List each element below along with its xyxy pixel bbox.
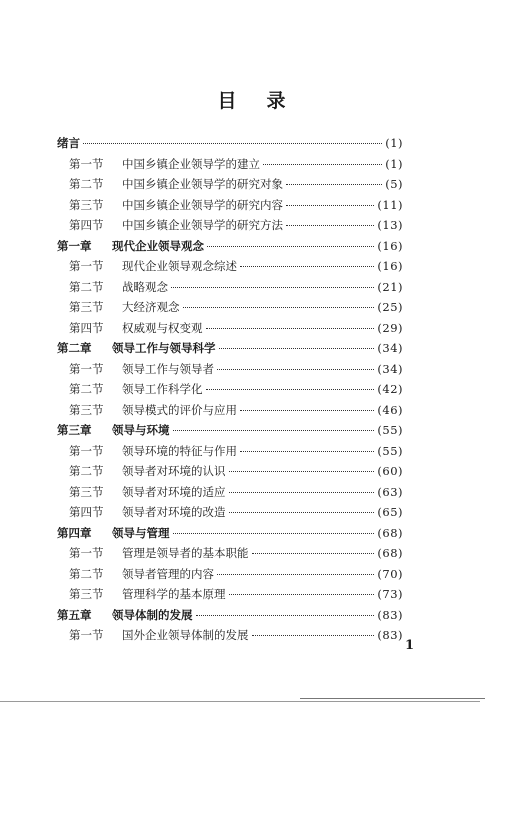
toc-page-number: (11) xyxy=(377,197,403,212)
toc-entry-number: 第三节 xyxy=(69,587,104,601)
toc-section-row xyxy=(57,195,403,216)
toc-entry-title: 领导者对环境的改造 xyxy=(122,505,226,519)
table-of-contents xyxy=(57,133,403,646)
toc-page-number: (34) xyxy=(377,341,403,355)
dot-leader xyxy=(229,594,375,595)
toc-entry-title: 领导模式的评价与应用 xyxy=(122,402,237,417)
toc-chapter-row xyxy=(57,420,403,441)
toc-entry-title: 现代企业领导观念综述 xyxy=(122,259,237,273)
toc-chapter-row xyxy=(57,133,403,154)
toc-section-row xyxy=(57,584,403,605)
toc-section-row xyxy=(57,400,403,421)
toc-entry-label xyxy=(57,236,204,257)
dot-leader xyxy=(206,389,375,390)
toc-entry-label xyxy=(69,400,237,421)
toc-section-row xyxy=(57,318,403,339)
toc-entry-title: 领导环境的特征与作用 xyxy=(122,443,237,458)
dot-leader xyxy=(173,430,375,431)
toc-entry-label xyxy=(69,359,214,380)
toc-entry-title: 大经济观念 xyxy=(122,300,180,314)
toc-entry-number: 第一节 xyxy=(69,546,104,560)
toc-entry-label xyxy=(57,523,170,544)
dot-leader xyxy=(173,533,375,534)
dot-leader xyxy=(219,348,375,349)
toc-entry-title: 领导工作科学化 xyxy=(122,382,203,396)
toc-section-row xyxy=(57,564,403,585)
dot-leader xyxy=(83,143,382,144)
toc-entry-label xyxy=(69,379,203,400)
toc-page-number: (21) xyxy=(377,279,403,294)
dot-leader xyxy=(263,164,382,165)
toc-entry-label xyxy=(57,133,80,154)
dot-leader xyxy=(207,246,374,247)
toc-entry-number: 第四节 xyxy=(69,320,104,335)
toc-section-row xyxy=(57,174,403,195)
dot-leader xyxy=(240,451,374,452)
toc-entry-number: 第三节 xyxy=(69,300,104,314)
toc-page-number: (5) xyxy=(385,177,403,191)
page-number: 1 xyxy=(405,638,415,653)
toc-entry-number: 第二节 xyxy=(69,177,104,191)
toc-entry-title: 管理科学的基本原理 xyxy=(122,587,226,601)
toc-section-row xyxy=(57,277,403,298)
toc-entry-label xyxy=(57,420,170,441)
toc-entry-title: 国外企业领导体制的发展 xyxy=(122,628,249,642)
toc-page-number: (42) xyxy=(377,382,403,396)
toc-entry-title: 现代企业领导观念 xyxy=(112,238,204,253)
toc-entry-number: 第三节 xyxy=(69,484,104,499)
dot-leader xyxy=(229,512,375,513)
toc-entry-title: 领导与管理 xyxy=(112,525,170,540)
toc-page-number: (70) xyxy=(377,566,403,581)
toc-page-number: (29) xyxy=(377,320,403,335)
dot-leader xyxy=(286,225,374,226)
toc-entry-label xyxy=(69,482,226,503)
toc-entry-title: 中国乡镇企业领导学的研究对象 xyxy=(122,177,283,191)
toc-section-row xyxy=(57,256,403,277)
toc-section-row xyxy=(57,441,403,462)
toc-entry-label xyxy=(69,564,214,585)
toc-section-row xyxy=(57,461,403,482)
toc-entry-number: 第四章 xyxy=(57,525,92,540)
toc-entry-number: 第二节 xyxy=(69,279,104,294)
dot-leader xyxy=(206,328,375,329)
dot-leader xyxy=(252,635,375,636)
toc-entry-label xyxy=(69,441,237,462)
toc-entry-title: 战略观念 xyxy=(122,279,168,294)
page-title xyxy=(0,86,505,113)
toc-page-number: (1) xyxy=(385,156,403,171)
dot-leader xyxy=(286,205,374,206)
title-char-left: 目 xyxy=(217,90,239,112)
toc-entry-number: 第二节 xyxy=(69,382,104,396)
toc-entry-label xyxy=(69,543,249,564)
dot-leader xyxy=(196,615,375,616)
dot-leader xyxy=(171,287,374,288)
toc-section-row xyxy=(57,154,403,175)
toc-entry-title: 领导工作与领导者 xyxy=(122,361,214,376)
dot-leader xyxy=(229,492,375,493)
toc-page-number: (46) xyxy=(377,402,403,417)
toc-page-number: (16) xyxy=(377,238,403,253)
toc-page-number: (68) xyxy=(377,525,403,540)
toc-entry-number: 第三节 xyxy=(69,197,104,212)
toc-entry-number: 第二节 xyxy=(69,566,104,581)
toc-entry-number: 第一节 xyxy=(69,361,104,376)
toc-section-row xyxy=(57,482,403,503)
toc-chapter-row xyxy=(57,236,403,257)
page-bottom-line xyxy=(0,701,480,702)
toc-entry-label xyxy=(57,338,216,359)
dot-leader xyxy=(229,471,375,472)
toc-page-number: (83) xyxy=(377,628,403,642)
toc-entry-label xyxy=(69,154,260,175)
dot-leader xyxy=(252,553,375,554)
toc-page-number: (13) xyxy=(377,218,403,232)
toc-chapter-row xyxy=(57,605,403,626)
toc-entry-number: 第二节 xyxy=(69,464,104,478)
dot-leader xyxy=(240,266,374,267)
dot-leader xyxy=(217,369,374,370)
toc-entry-label xyxy=(69,256,237,277)
toc-page-number: (55) xyxy=(377,443,403,458)
toc-entry-title: 领导体制的发展 xyxy=(112,607,193,622)
toc-page-number: (55) xyxy=(377,423,403,437)
toc-section-row xyxy=(57,297,403,318)
toc-chapter-row xyxy=(57,523,403,544)
toc-entry-number: 第一章 xyxy=(57,238,92,253)
toc-section-row xyxy=(57,625,403,646)
toc-entry-title: 权威观与权变观 xyxy=(122,320,203,335)
toc-entry-label xyxy=(69,625,249,646)
toc-entry-title: 中国乡镇企业领导学的建立 xyxy=(122,156,260,171)
toc-entry-label xyxy=(69,195,283,216)
toc-entry-label xyxy=(69,584,226,605)
toc-chapter-row xyxy=(57,338,403,359)
toc-entry-label xyxy=(69,174,283,195)
toc-entry-number: 绪言 xyxy=(57,136,80,150)
toc-entry-number: 第一节 xyxy=(69,259,104,273)
toc-entry-label xyxy=(69,318,203,339)
toc-page-number: (68) xyxy=(377,546,403,560)
toc-entry-number: 第三章 xyxy=(57,423,92,437)
toc-entry-label xyxy=(57,605,193,626)
toc-entry-number: 第一节 xyxy=(69,628,104,642)
toc-entry-number: 第五章 xyxy=(57,607,92,622)
dot-leader xyxy=(183,307,375,308)
toc-page-number: (1) xyxy=(385,136,403,150)
toc-entry-label xyxy=(69,461,226,482)
toc-section-row xyxy=(57,502,403,523)
toc-page-number: (25) xyxy=(377,300,403,314)
toc-page-number: (83) xyxy=(377,607,403,622)
toc-entry-title: 管理是领导者的基本职能 xyxy=(122,546,249,560)
toc-entry-label xyxy=(69,502,226,523)
toc-entry-title: 领导工作与领导科学 xyxy=(112,341,216,355)
toc-page-number: (63) xyxy=(377,484,403,499)
toc-section-row xyxy=(57,359,403,380)
toc-entry-number: 第一节 xyxy=(69,443,104,458)
toc-entry-label xyxy=(69,277,168,298)
toc-section-row xyxy=(57,543,403,564)
toc-entry-number: 第三节 xyxy=(69,402,104,417)
toc-entry-title: 领导与环境 xyxy=(112,423,170,437)
toc-section-row xyxy=(57,379,403,400)
scan-edge-line xyxy=(300,698,485,699)
toc-page-number: (60) xyxy=(377,464,403,478)
toc-entry-number: 第四节 xyxy=(69,218,104,232)
toc-entry-number: 第四节 xyxy=(69,505,104,519)
toc-entry-label xyxy=(69,215,283,236)
toc-entry-title: 领导者对环境的适应 xyxy=(122,484,226,499)
dot-leader xyxy=(217,574,374,575)
dot-leader xyxy=(286,184,382,185)
toc-section-row xyxy=(57,215,403,236)
title-char-right: 录 xyxy=(266,90,288,112)
toc-page-number: (34) xyxy=(377,361,403,376)
toc-entry-title: 领导者对环境的认识 xyxy=(122,464,226,478)
toc-entry-number: 第二章 xyxy=(57,341,92,355)
toc-page-number: (73) xyxy=(377,587,403,601)
dot-leader xyxy=(240,410,374,411)
toc-page-number: (65) xyxy=(377,505,403,519)
toc-entry-title: 领导者管理的内容 xyxy=(122,566,214,581)
toc-entry-title: 中国乡镇企业领导学的研究内容 xyxy=(122,197,283,212)
toc-page-number: (16) xyxy=(377,259,403,273)
toc-entry-number: 第一节 xyxy=(69,156,104,171)
toc-entry-label xyxy=(69,297,180,318)
toc-entry-title: 中国乡镇企业领导学的研究方法 xyxy=(122,218,283,232)
